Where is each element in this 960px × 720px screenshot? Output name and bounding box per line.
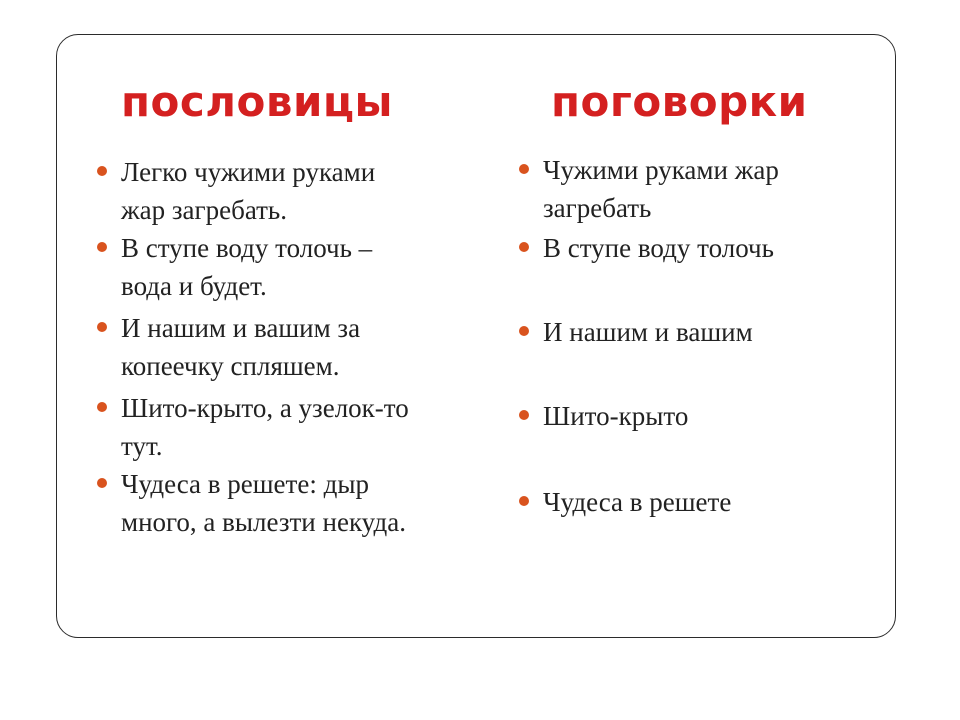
sayings-heading: поговорки bbox=[551, 77, 808, 126]
proverb-item bbox=[121, 309, 360, 385]
saying-line: загребать bbox=[543, 193, 652, 223]
saying-item bbox=[543, 313, 753, 351]
saying-line: Чудеса в решете bbox=[543, 487, 732, 517]
proverb-line: Легко чужими руками bbox=[121, 157, 376, 187]
proverb-line: копеечку спляшем. bbox=[121, 351, 340, 381]
proverb-item bbox=[121, 229, 372, 305]
bullet-icon bbox=[97, 322, 107, 332]
proverb-item bbox=[121, 389, 409, 465]
saying-line: В ступе воду толочь bbox=[543, 233, 774, 263]
saying-line: Чужими руками жар bbox=[543, 155, 779, 185]
saying-item bbox=[543, 151, 779, 227]
bullet-icon bbox=[97, 478, 107, 488]
saying-item bbox=[543, 397, 688, 435]
bullet-icon bbox=[519, 496, 529, 506]
bullet-icon bbox=[519, 164, 529, 174]
proverb-line: много, а вылезти некуда. bbox=[121, 507, 406, 537]
bullet-icon bbox=[519, 242, 529, 252]
bullet-icon bbox=[97, 402, 107, 412]
saying-line: И нашим и вашим bbox=[543, 317, 753, 347]
bullet-icon bbox=[519, 410, 529, 420]
proverb-line: тут. bbox=[121, 431, 163, 461]
bullet-icon bbox=[519, 326, 529, 336]
proverb-line: вода и будет. bbox=[121, 271, 267, 301]
proverb-line: жар загребать. bbox=[121, 195, 287, 225]
saying-item bbox=[543, 229, 774, 267]
proverb-line: И нашим и вашим за bbox=[121, 313, 361, 343]
proverb-line: В ступе воду толочь – bbox=[121, 233, 373, 263]
saying-item bbox=[543, 483, 731, 521]
bullet-icon bbox=[97, 166, 107, 176]
proverb-item bbox=[121, 153, 375, 229]
bullet-icon bbox=[97, 242, 107, 252]
proverb-line: Чудеса в решете: дыр bbox=[121, 469, 369, 499]
proverb-line: Шито-крыто, а узелок-то bbox=[121, 393, 409, 423]
proverb-item bbox=[121, 465, 406, 541]
proverbs-heading: пословицы bbox=[121, 77, 394, 126]
saying-line: Шито-крыто bbox=[543, 401, 689, 431]
comparison-card bbox=[56, 34, 896, 638]
